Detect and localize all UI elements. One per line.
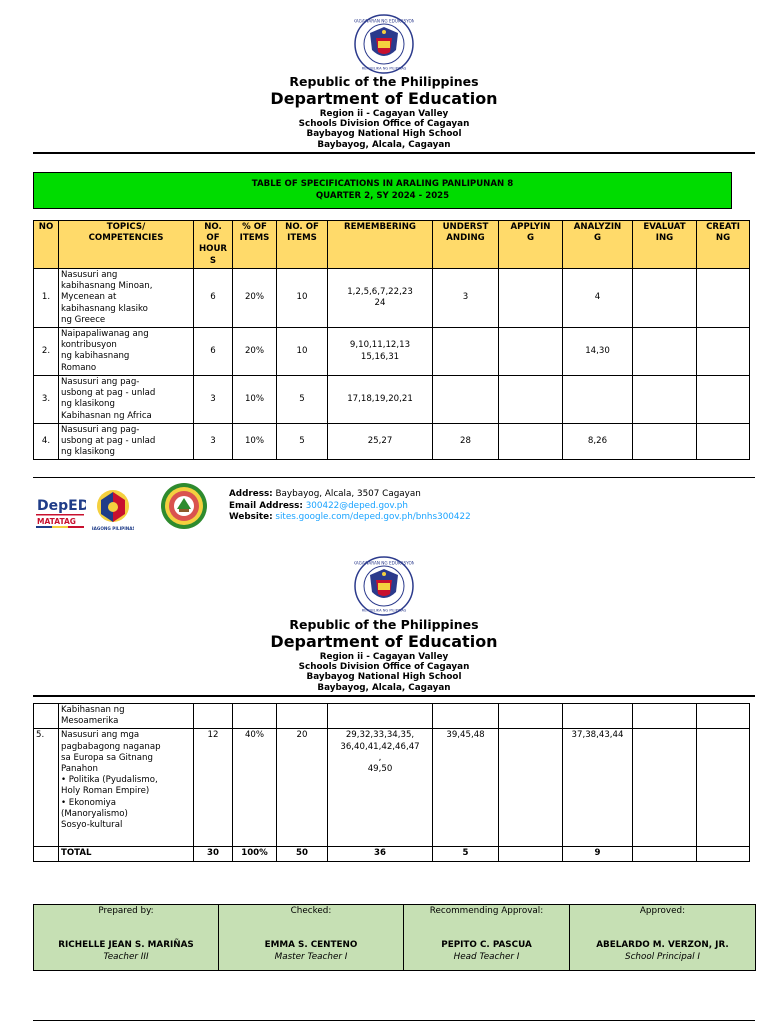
address-value: Baybayog, Alcala, 3507 Cagayan	[275, 489, 421, 499]
website-label: Website:	[229, 512, 273, 522]
row-analyzing	[563, 704, 633, 729]
signatory-role: Prepared by:	[98, 906, 154, 916]
row-topic: Nasusuri ang kabihasnang Minoan, Mycenean at kabihasnang klasiko ng Greece	[59, 269, 194, 328]
row-evaluating	[633, 269, 697, 328]
row-items: 5	[277, 423, 328, 460]
region-label: Region ii - Cagayan Valley	[319, 108, 449, 119]
row-no: 4.	[34, 423, 59, 460]
signatory-prepared	[34, 905, 219, 971]
row-hours: 12	[194, 729, 233, 847]
row-analyzing	[563, 376, 633, 424]
footer-divider	[33, 477, 755, 478]
school-seal	[160, 482, 208, 530]
signatory-title: Head Teacher I	[453, 952, 520, 962]
row-topic: Nasusuri ang mga pagbabagong naganap sa Europa sa Gitnang Panahon • Politika (Pyudalismo, Holy Roman Empire) • Ekonomiya (Manoryalismo) Sosyo-kultural	[59, 729, 194, 847]
row-remembering: 1,2,5,6,7,22,23 24	[328, 269, 433, 328]
row-items: 5	[277, 376, 328, 424]
row-hours: 3	[194, 423, 233, 460]
row-understanding: 39,45,48	[433, 729, 499, 847]
header-divider	[33, 152, 755, 154]
row-no: 2.	[34, 328, 59, 376]
row-items: 10	[277, 328, 328, 376]
row-no: 5.	[34, 729, 59, 847]
row-creating	[697, 269, 750, 328]
tos-quarter: QUARTER 2, SY 2024 - 2025	[315, 191, 450, 201]
deped-seal-page2	[354, 556, 414, 616]
total-evaluating	[633, 847, 697, 861]
row-evaluating	[633, 729, 697, 847]
tos-title-banner	[33, 172, 732, 209]
email-link[interactable]: 300422@deped.gov.ph	[305, 500, 408, 511]
row-creating	[697, 376, 750, 424]
signatory-approved	[570, 905, 756, 971]
svg-text:KAGAWARAN NG EDUKASYON: KAGAWARAN NG EDUKASYON	[354, 560, 414, 566]
department-label: Department of Education	[270, 89, 498, 109]
signatory-role: Checked:	[290, 906, 332, 916]
row-evaluating	[633, 328, 697, 376]
signatories-table	[33, 904, 756, 971]
signatory-title: School Principal I	[624, 952, 701, 962]
col-topics: TOPICS/ COMPETENCIES	[59, 221, 194, 269]
tos-table-page1	[33, 220, 750, 460]
division-label: Schools Division Office of Cagayan	[298, 119, 470, 130]
row-evaluating	[633, 423, 697, 460]
row-hours: 3	[194, 376, 233, 424]
row-no: 3.	[34, 376, 59, 424]
col-evaluating: EVALUAT ING	[633, 221, 697, 269]
bottom-divider	[33, 1020, 755, 1021]
signatory-name: PEPITO C. PASCUA	[441, 940, 532, 950]
col-hours: NO. OF HOUR S	[194, 221, 233, 269]
signatory-title: Teacher III	[103, 952, 149, 962]
svg-text:DepED: DepED	[37, 498, 86, 514]
row-percent: 10%	[233, 423, 277, 460]
row-no	[34, 704, 59, 729]
row-items	[277, 704, 328, 729]
col-analyzing: ANALYZIN G	[563, 221, 633, 269]
division-label: Schools Division Office of Cagayan	[298, 662, 470, 673]
row-topic: Nasusuri ang pag- usbong at pag - unlad ng klasikong	[59, 423, 194, 460]
total-no	[34, 847, 59, 861]
email-line	[229, 501, 471, 513]
row-remembering: 29,32,33,34,35, 36,40,41,42,46,47 , 49,50	[328, 729, 433, 847]
row-items: 20	[277, 729, 328, 847]
tos-header-row	[34, 221, 750, 269]
row-percent: 20%	[233, 328, 277, 376]
total-analyzing: 9	[563, 847, 633, 861]
total-items: 50	[277, 847, 328, 861]
svg-text:MATATAG: MATATAG	[37, 517, 76, 526]
row-analyzing: 8,26	[563, 423, 633, 460]
letterhead	[0, 75, 768, 150]
location-label: Baybayog, Alcala, Cagayan	[317, 682, 451, 693]
col-remembering: REMEMBERING	[328, 221, 433, 269]
address-label: Address:	[229, 489, 273, 499]
signatory-name: RICHELLE JEAN S. MARIÑAS	[58, 940, 194, 950]
total-percent: 100%	[233, 847, 277, 861]
col-no: NO	[34, 221, 59, 269]
total-understanding: 5	[433, 847, 499, 861]
row-topic: Kabihasnan ng Mesoamerika	[59, 704, 194, 729]
contact-block	[229, 489, 471, 524]
row-understanding: 3	[433, 269, 499, 328]
table-row	[34, 423, 750, 460]
total-remembering: 36	[328, 847, 433, 861]
signatory-role: Approved:	[639, 906, 686, 916]
table-row-total	[34, 847, 750, 861]
website-link[interactable]: sites.google.com/deped.gov.ph/bnhs300422	[275, 512, 471, 522]
row-applying	[499, 269, 563, 328]
row-topic: Naipapaliwanag ang kontribusyon ng kabihasnang Romano	[59, 328, 194, 376]
row-applying	[499, 704, 563, 729]
row-remembering: 25,27	[328, 423, 433, 460]
col-items: NO. OF ITEMS	[277, 221, 328, 269]
row-remembering	[328, 704, 433, 729]
location-label: Baybayog, Alcala, Cagayan	[317, 139, 451, 150]
republic-label: Republic of the Philippines	[289, 617, 479, 632]
row-analyzing: 37,38,43,44	[563, 729, 633, 847]
row-percent: 20%	[233, 269, 277, 328]
table-row	[34, 328, 750, 376]
svg-text:BAGONG PILIPINAS: BAGONG PILIPINAS	[92, 526, 134, 531]
table-row-continuation	[34, 704, 750, 729]
row-evaluating	[633, 376, 697, 424]
row-applying	[499, 328, 563, 376]
row-creating	[697, 704, 750, 729]
signatory-title: Master Teacher I	[274, 952, 348, 962]
col-applying: APPLYIN G	[499, 221, 563, 269]
row-remembering: 17,18,19,20,21	[328, 376, 433, 424]
address-line	[229, 489, 471, 501]
row-hours	[194, 704, 233, 729]
row-applying	[499, 729, 563, 847]
total-applying	[499, 847, 563, 861]
row-analyzing: 14,30	[563, 328, 633, 376]
tos-title: TABLE OF SPECIFICATIONS IN ARALING PANLIPUNAN 8	[251, 179, 514, 189]
row-hours: 6	[194, 328, 233, 376]
website-line	[229, 512, 471, 524]
signatory-recommending	[404, 905, 570, 971]
signatory-name: EMMA S. CENTENO	[264, 940, 358, 950]
svg-text:KAGAWARAN NG EDUKASYON: KAGAWARAN NG EDUKASYON	[354, 18, 414, 24]
svg-text:REPUBLIKA NG PILIPINAS: REPUBLIKA NG PILIPINAS	[361, 608, 407, 613]
row-creating	[697, 328, 750, 376]
region-label: Region ii - Cagayan Valley	[319, 651, 449, 662]
school-label: Baybayog National High School	[306, 672, 462, 683]
row-percent: 10%	[233, 376, 277, 424]
signatory-role: Recommending Approval:	[429, 906, 544, 916]
email-label: Email Address:	[229, 500, 303, 511]
row-understanding: 28	[433, 423, 499, 460]
row-analyzing: 4	[563, 269, 633, 328]
table-row	[34, 376, 750, 424]
deped-seal	[354, 14, 414, 74]
tos-table-page2	[33, 703, 750, 862]
col-percent: % OF ITEMS	[233, 221, 277, 269]
table-row	[34, 269, 750, 328]
deped-matatag-logo	[36, 490, 86, 530]
row-hours: 6	[194, 269, 233, 328]
row-evaluating	[633, 704, 697, 729]
row-applying	[499, 423, 563, 460]
row-remembering: 9,10,11,12,13 15,16,31	[328, 328, 433, 376]
row-no: 1.	[34, 269, 59, 328]
header-divider-page2	[33, 695, 755, 697]
signatory-name: ABELARDO M. VERZON, JR.	[596, 940, 729, 950]
col-understanding: UNDERST ANDING	[433, 221, 499, 269]
signatory-checked	[219, 905, 404, 971]
col-creating: CREATI NG	[697, 221, 750, 269]
row-understanding	[433, 376, 499, 424]
row-creating	[697, 729, 750, 847]
total-hours: 30	[194, 847, 233, 861]
row-creating	[697, 423, 750, 460]
table-row	[34, 729, 750, 847]
bagong-pilipinas-logo	[92, 488, 134, 532]
row-topic: Nasusuri ang pag- usbong at pag - unlad ng klasikong Kabihasnan ng Africa	[59, 376, 194, 424]
row-percent	[233, 704, 277, 729]
letterhead-page2	[0, 618, 768, 693]
department-label: Department of Education	[270, 632, 498, 652]
school-label: Baybayog National High School	[306, 129, 462, 140]
row-items: 10	[277, 269, 328, 328]
republic-label: Republic of the Philippines	[289, 74, 479, 89]
total-label: TOTAL	[59, 847, 194, 861]
svg-text:REPUBLIKA NG PILIPINAS: REPUBLIKA NG PILIPINAS	[361, 66, 407, 71]
total-creating	[697, 847, 750, 861]
row-understanding	[433, 704, 499, 729]
row-understanding	[433, 328, 499, 376]
row-percent: 40%	[233, 729, 277, 847]
row-applying	[499, 376, 563, 424]
